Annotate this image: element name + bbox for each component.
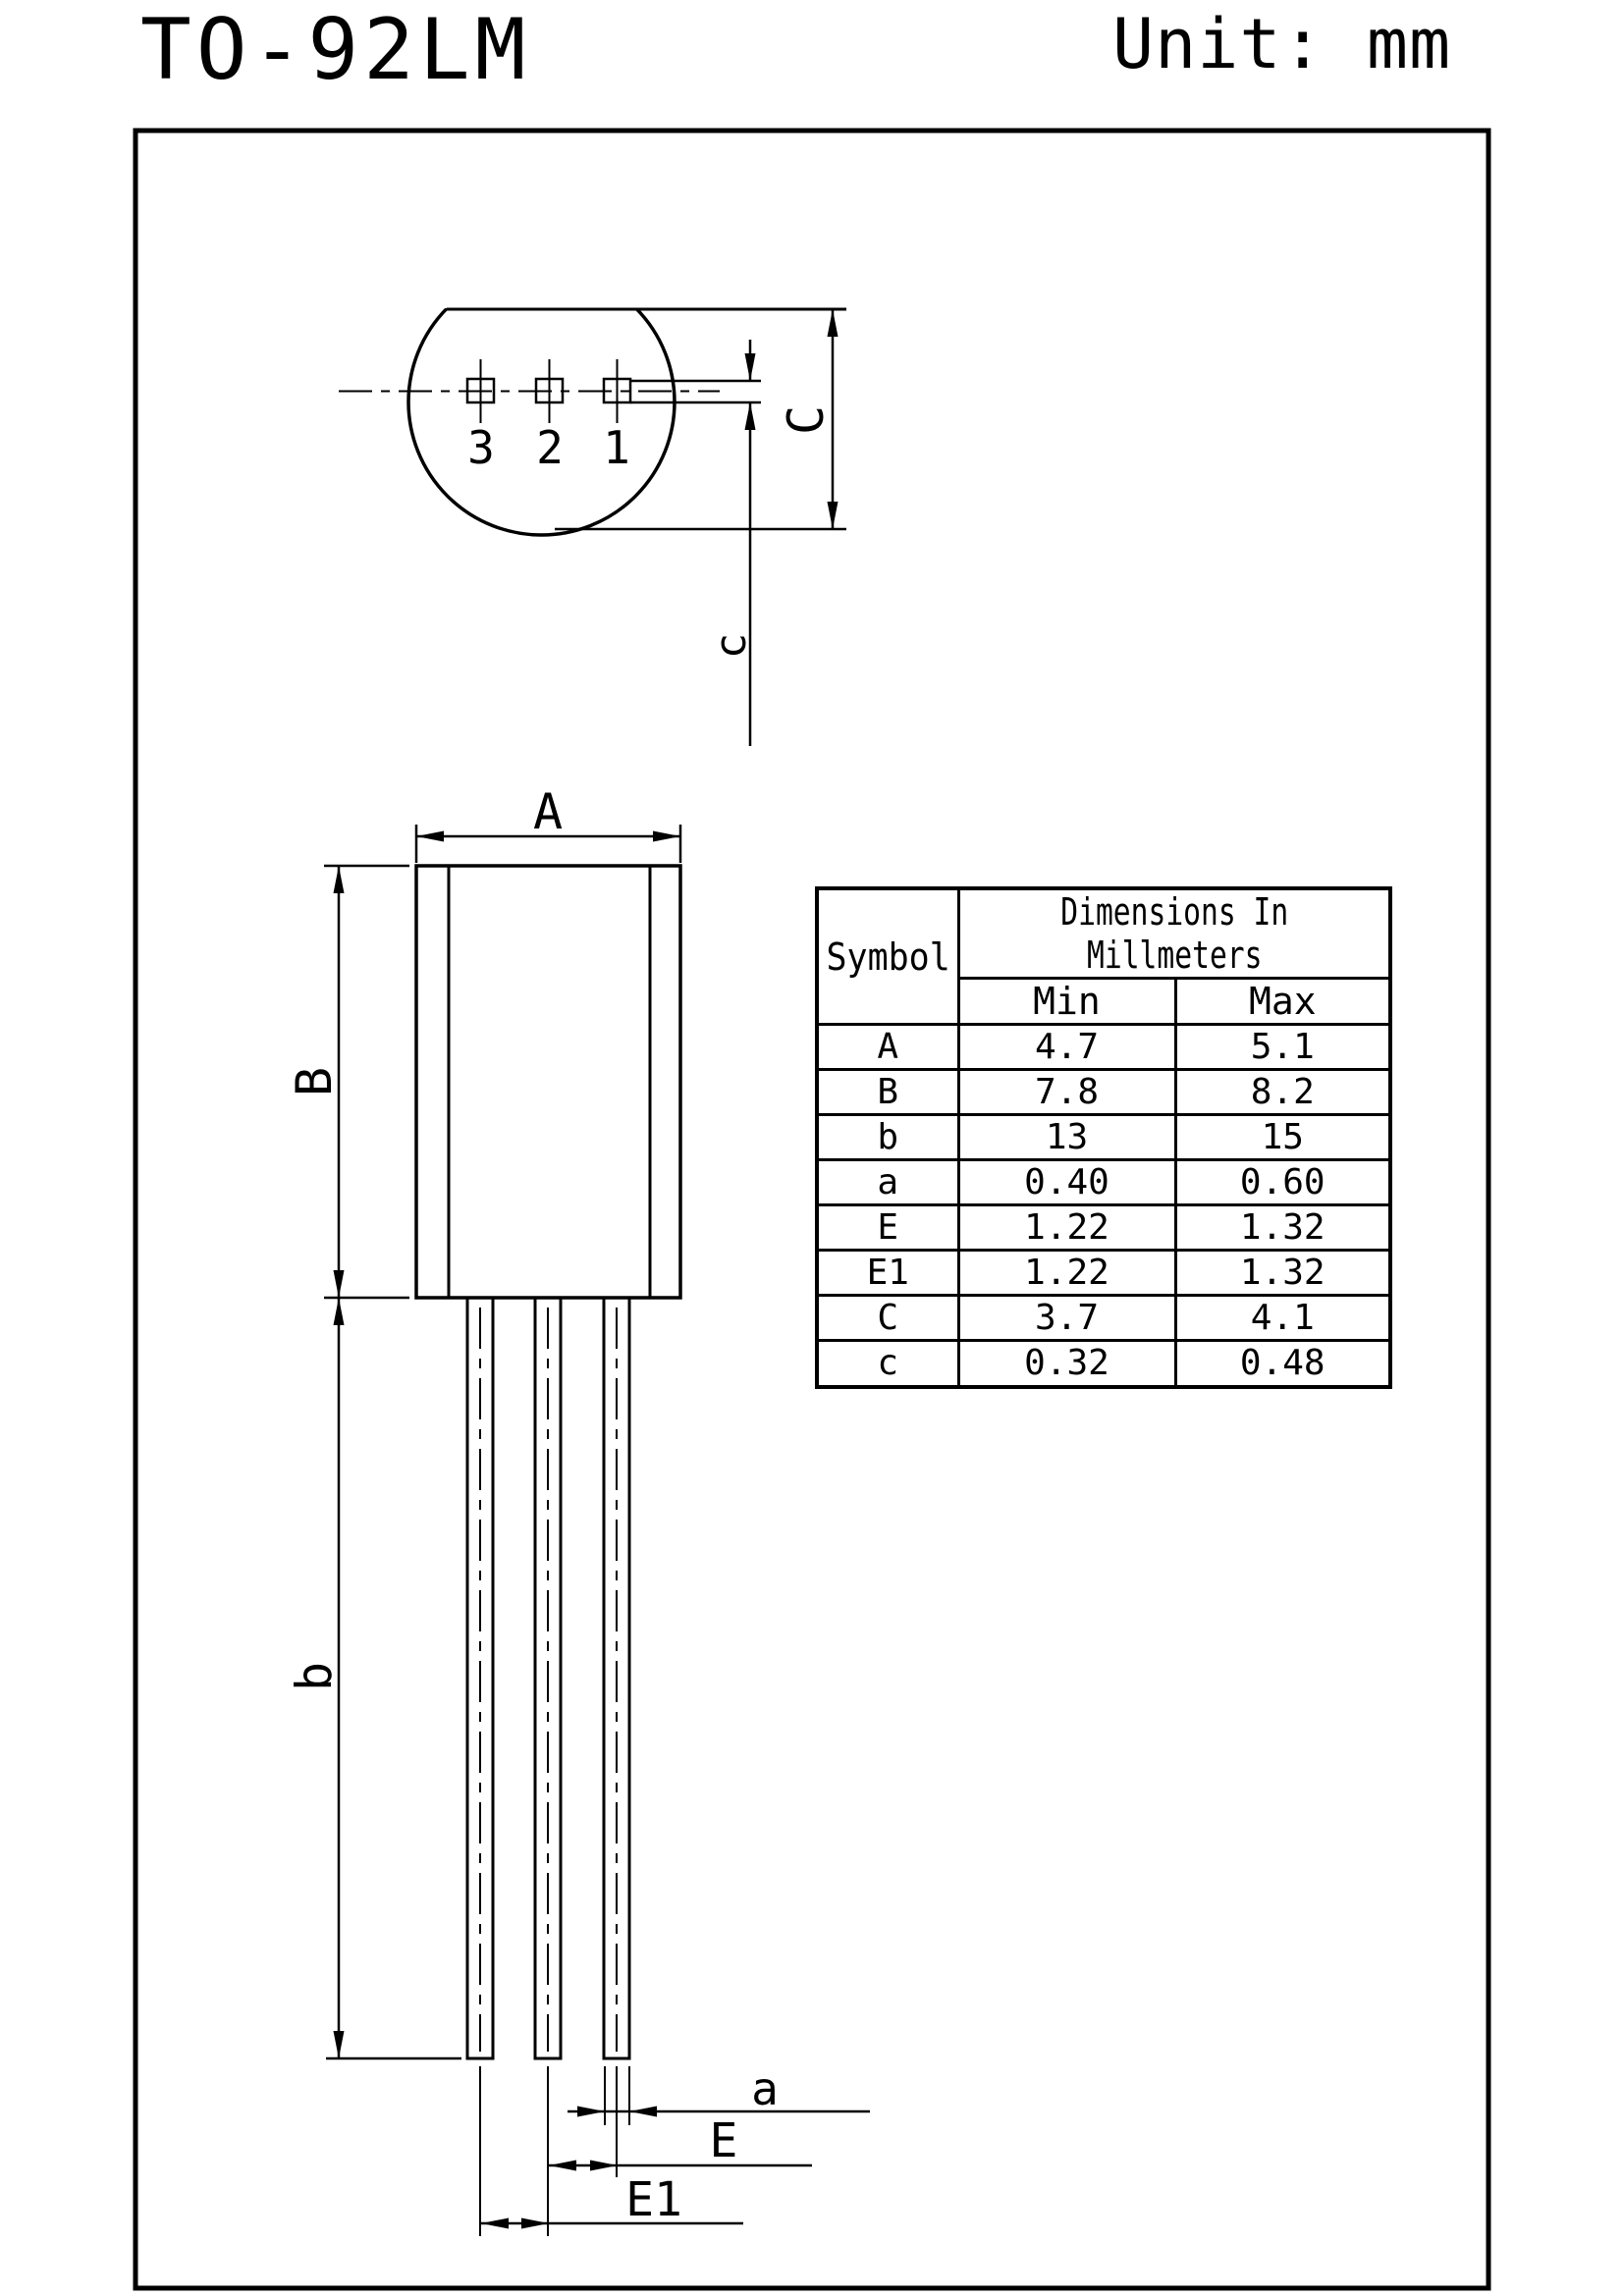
b-arrow-down <box>334 2031 345 2058</box>
symbol-cell: b <box>817 1115 958 1160</box>
min-header-cell: Min <box>958 979 1175 1025</box>
max-cell: 0.60 <box>1175 1160 1390 1205</box>
max-header-cell: Max <box>1175 979 1390 1025</box>
c-arrow-up <box>745 402 756 430</box>
E1-arrow-right <box>521 2218 549 2229</box>
table-row <box>817 1341 1390 1387</box>
symbol-cell: A <box>817 1025 958 1070</box>
package-body-front <box>416 866 680 1298</box>
min-cell: 1.22 <box>958 1205 1175 1251</box>
pin3-label: 3 <box>467 421 495 474</box>
E-arrow-left <box>549 2161 576 2171</box>
B-arrow-down <box>334 1270 345 1298</box>
symbol-header-cell <box>817 888 958 1025</box>
dim-B-label: B <box>286 1066 343 1097</box>
symbol-cell: C <box>817 1296 958 1341</box>
front-view <box>324 825 870 2236</box>
dim-c-label: c <box>706 632 756 660</box>
min-cell: 4.7 <box>958 1025 1175 1070</box>
table-row <box>817 1205 1390 1251</box>
dims-header-cell <box>958 888 1390 979</box>
max-cell: 15 <box>1175 1115 1390 1160</box>
min-cell: 0.32 <box>958 1341 1175 1387</box>
dim-a-label: a <box>751 2062 779 2115</box>
dim-b-label: b <box>286 1661 343 1692</box>
table-row <box>817 1070 1390 1115</box>
dim-A-label: A <box>532 783 564 840</box>
a-arrow-right <box>577 2107 605 2117</box>
dims-header-text: Dimensions In Millmeters <box>1059 890 1288 977</box>
A-arrow-right <box>653 831 680 842</box>
A-arrow-left <box>416 831 444 842</box>
max-cell: 8.2 <box>1175 1070 1390 1115</box>
dim-C-label: C <box>778 404 835 436</box>
B-arrow-up <box>334 866 345 893</box>
pin2-label: 2 <box>536 421 564 474</box>
min-cell: 7.8 <box>958 1070 1175 1115</box>
table-row <box>817 1115 1390 1160</box>
symbol-cell: E <box>817 1205 958 1251</box>
dim-E-label: E <box>709 2113 738 2168</box>
max-cell: 5.1 <box>1175 1025 1390 1070</box>
min-cell: 3.7 <box>958 1296 1175 1341</box>
pin1-label: 1 <box>603 421 630 474</box>
unit-label: Unit: mm <box>1112 4 1452 84</box>
table-row <box>817 1025 1390 1070</box>
symbol-header-text: Symbol <box>826 934 950 979</box>
table-row <box>817 1251 1390 1296</box>
a-arrow-left <box>629 2107 657 2117</box>
symbol-cell: B <box>817 1070 958 1115</box>
b-arrow-up <box>334 1298 345 1325</box>
min-cell: 0.40 <box>958 1160 1175 1205</box>
min-cell: 13 <box>958 1115 1175 1160</box>
min-cell: 1.22 <box>958 1251 1175 1296</box>
symbol-cell: c <box>817 1341 958 1387</box>
table-row <box>817 1296 1390 1341</box>
E1-arrow-left <box>481 2218 509 2229</box>
table-row <box>817 1160 1390 1205</box>
max-cell: 1.32 <box>1175 1205 1390 1251</box>
C-arrow-down <box>828 502 839 529</box>
flat-side-mask <box>391 258 693 308</box>
table-header-row-1 <box>817 888 1390 979</box>
symbol-cell: E1 <box>817 1251 958 1296</box>
top-view <box>339 258 846 746</box>
dim-E1-label: E1 <box>625 2172 682 2227</box>
max-cell: 1.32 <box>1175 1251 1390 1296</box>
c-arrow-down <box>745 353 756 381</box>
max-cell: 4.1 <box>1175 1296 1390 1341</box>
max-cell: 0.48 <box>1175 1341 1390 1387</box>
symbol-cell: a <box>817 1160 958 1205</box>
dimensions-table <box>815 886 1392 1389</box>
page-title: TO-92LM <box>140 1 531 99</box>
C-arrow-up <box>828 309 839 337</box>
E-arrow-right <box>590 2161 618 2171</box>
